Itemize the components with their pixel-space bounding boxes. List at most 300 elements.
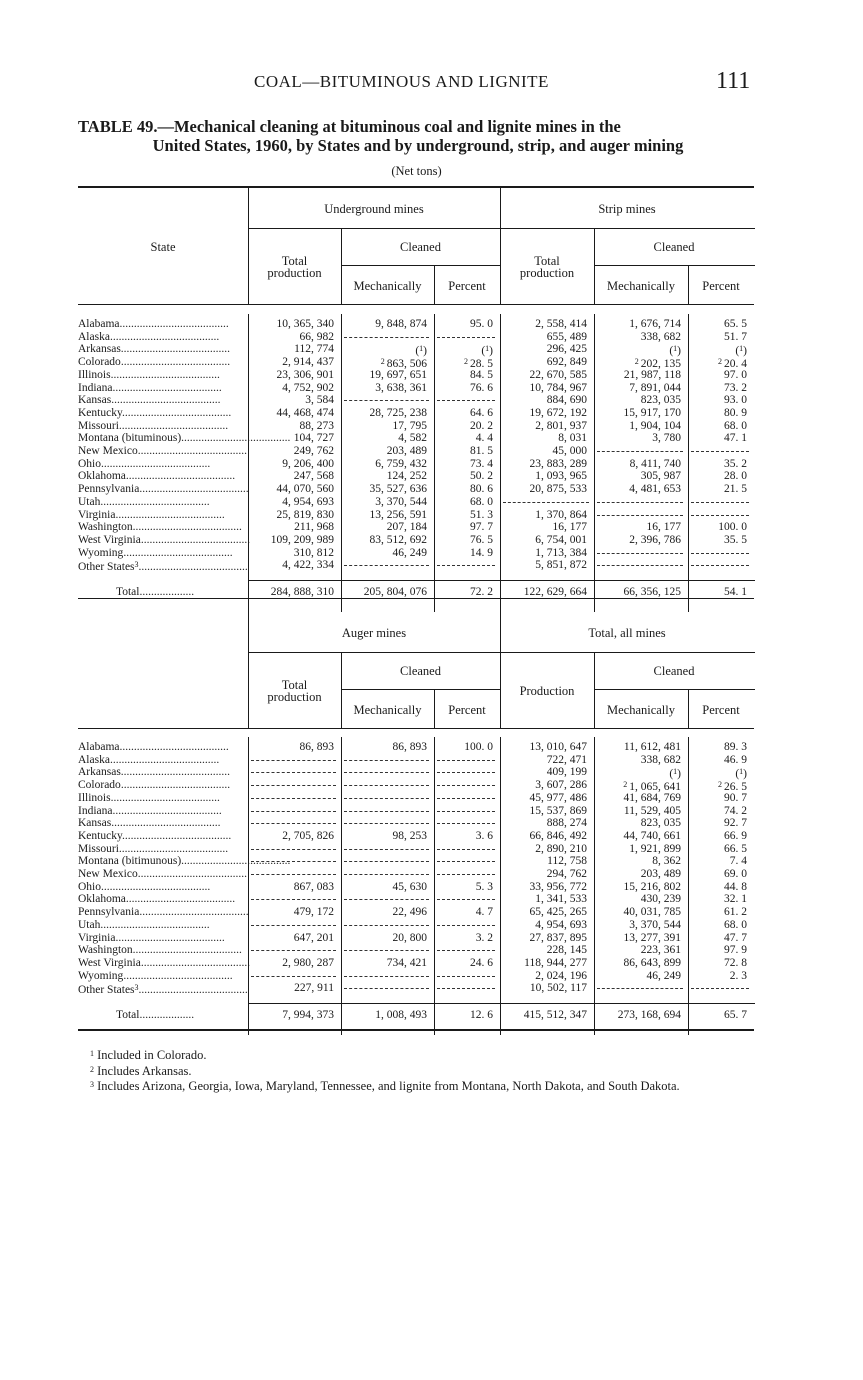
cell-all_mech: 430, 239	[640, 893, 681, 906]
state-name: Ohio......................................	[78, 880, 211, 893]
cell-ag_pct: 100. 0	[464, 741, 493, 753]
state-name: Utah......................................	[78, 918, 210, 931]
section2-cleaned-rule-a	[342, 689, 500, 690]
cell-ag_total: 86, 893	[299, 741, 334, 753]
state-label: Utah	[78, 495, 101, 508]
cell-all_prod: 45, 977, 486	[529, 791, 587, 804]
cell-all_pct: 46. 9	[724, 753, 747, 766]
cell-ug_mech: $^2$ 863, 506	[380, 357, 427, 371]
total-ug_mech: 205, 804, 076	[363, 586, 427, 598]
section1-production-label-a: production	[267, 266, 322, 280]
total-label: Total...................	[116, 586, 195, 598]
footnote-ref: 1	[485, 344, 490, 354]
cell-sp_total: 22, 670, 585	[529, 368, 587, 381]
cell-sp_mech: 3, 780	[652, 432, 681, 445]
footnote-ref: 1	[673, 767, 678, 777]
cell-ug_total: 4, 422, 334	[282, 559, 334, 572]
cell-sp_mech: 8, 411, 740	[629, 457, 681, 470]
state-name: Pennsylvania......................................	[78, 483, 249, 496]
section2-group-rule	[249, 652, 755, 653]
section2-row	[78, 957, 754, 970]
state-name: Washington......................................	[78, 944, 242, 957]
cell-ug_total: 23, 306, 901	[276, 368, 334, 381]
state-name: Kansas......................................	[78, 394, 221, 407]
cell-sp_pct: 93. 0	[724, 394, 747, 407]
section1-cleaned-rule-b	[595, 265, 755, 266]
state-label: Ohio	[78, 457, 101, 470]
cell-ug_mech: 207, 184	[386, 521, 427, 534]
cell-ug_total: 4, 954, 693	[282, 495, 334, 508]
cell-ug_mech: 6, 759, 432	[375, 457, 427, 470]
section1-row	[78, 420, 754, 433]
state-label: Indiana	[78, 381, 113, 394]
section1-group-a: Underground mines	[324, 202, 424, 216]
section2-row	[78, 855, 754, 868]
section2-production-label-b: Production	[519, 684, 575, 698]
page-number: 111	[716, 68, 751, 94]
cell-all_mech: ($^1$)	[669, 767, 681, 781]
state-label: Missouri	[78, 842, 119, 855]
cell-all_pct: 97. 9	[724, 944, 747, 957]
empty-cell	[437, 337, 495, 338]
section2-row	[78, 932, 754, 945]
cell-ug_total: 2, 914, 437	[282, 356, 334, 369]
section2-row	[78, 817, 754, 830]
cell-ug_mech: 17, 795	[392, 419, 427, 432]
unit-note: (Net tons)	[391, 164, 442, 178]
cell-ug_pct: ($^1$)	[481, 344, 493, 358]
empty-cell	[344, 988, 429, 989]
cell-sp_total: 2, 801, 937	[535, 419, 587, 432]
section1-row	[78, 369, 754, 382]
empty-cell	[437, 950, 495, 951]
empty-cell	[597, 451, 683, 452]
footnote-text: Includes Arizona, Georgia, Iowa, Maryland, Tennessee, and lignite from Montana, North Dakota, and South Dakota.	[94, 1079, 680, 1093]
cell-all_prod: 4, 954, 693	[535, 918, 587, 931]
total-label: Total...................	[116, 1009, 195, 1021]
cell-sp_mech: 4, 481, 653	[629, 483, 681, 496]
state-name: Pennsylvania......................................	[78, 906, 249, 919]
state-label: Virginia	[78, 508, 116, 521]
state-label: Pennsylvania	[78, 906, 140, 919]
state-label: Kentucky	[78, 829, 122, 842]
cell-ug_pct: 64. 6	[470, 406, 493, 419]
cell-ug_pct: 73. 4	[470, 457, 493, 470]
state-label: West Virginia	[78, 956, 141, 969]
cell-sp_pct: 51. 7	[724, 330, 747, 343]
cell-all_pct: 72. 8	[724, 956, 747, 969]
cell-all_pct: 92. 7	[724, 817, 747, 830]
cell-ug_mech: 35, 527, 636	[369, 483, 427, 496]
state-label: Alabama	[78, 741, 120, 753]
state-name: Indiana......................................	[78, 804, 222, 817]
cell-sp_mech: 338, 682	[640, 330, 681, 343]
state-label: Alaska	[78, 753, 110, 766]
section1-pct-b: Percent	[702, 279, 740, 293]
section1-mech-a: Mechanically	[353, 279, 422, 293]
section1-row	[78, 470, 754, 483]
empty-cell	[344, 874, 429, 875]
total-sp_mech: 66, 356, 125	[623, 586, 681, 598]
state-name: Washington......................................	[78, 521, 242, 534]
state-name: Virginia......................................	[78, 931, 225, 944]
state-label: Washington	[78, 944, 133, 957]
state-label: Other States	[78, 561, 135, 574]
empty-cell	[597, 988, 683, 989]
section1-group-b: Strip mines	[598, 202, 656, 216]
cell-sp_total: 1, 713, 384	[535, 546, 587, 559]
state-name: Other States$^3$......................................	[78, 560, 248, 574]
state-name: Alaska......................................	[78, 330, 220, 343]
state-label: Illinois	[78, 791, 111, 804]
cell-sp_total: 16, 177	[552, 521, 587, 534]
section2-production-label-a: production	[267, 690, 322, 704]
empty-cell	[344, 976, 429, 977]
empty-cell	[437, 925, 495, 926]
empty-cell	[437, 823, 495, 824]
total-label-text: Total	[116, 1009, 140, 1021]
cell-sp_pct: 100. 0	[718, 521, 747, 534]
state-name: Missouri......................................	[78, 419, 229, 432]
footnote-ref: 2	[380, 357, 387, 367]
cell-all_prod: 888, 274	[546, 817, 587, 830]
empty-cell	[344, 785, 429, 786]
cell-ag_pct: 3. 6	[475, 829, 493, 842]
section1-cleaned-rule-a	[342, 265, 500, 266]
cell-all_prod: 112, 758	[547, 855, 587, 868]
total-all_mech: 273, 168, 694	[617, 1009, 681, 1021]
cell-ug_pct: 51. 3	[470, 508, 493, 521]
state-name: Ohio......................................	[78, 457, 211, 470]
empty-cell	[344, 950, 429, 951]
section1-row	[78, 521, 754, 534]
cell-all_mech: 8, 362	[652, 855, 681, 868]
state-name: Kentucky......................................	[78, 829, 232, 842]
cell-sp_pct: 80. 9	[724, 406, 747, 419]
empty-cell	[437, 976, 495, 977]
state-label: Alaska	[78, 330, 110, 343]
state-name: Kentucky......................................	[78, 406, 232, 419]
cell-all_pct: 2. 3	[729, 969, 747, 982]
cell-sp_mech: ($^1$)	[669, 344, 681, 358]
empty-cell	[437, 772, 495, 773]
cell-all_pct: 69. 0	[724, 868, 747, 880]
footnote-ref: 1	[739, 344, 744, 354]
section2-row	[78, 741, 754, 754]
footnote-text: Included in Colorado.	[94, 1048, 207, 1062]
section2-pct-b: Percent	[702, 703, 740, 717]
cell-sp_mech: 2, 396, 786	[629, 533, 681, 546]
footnote-mark: 1	[90, 1049, 94, 1058]
cell-sp_mech: 7, 891, 044	[629, 381, 681, 394]
empty-cell	[251, 861, 336, 862]
cell-ug_mech: 3, 638, 361	[375, 381, 427, 394]
empty-cell	[437, 785, 495, 786]
cell-sp_total: 6, 754, 001	[535, 533, 587, 546]
empty-cell	[691, 565, 749, 566]
cell-all_mech: 223, 361	[640, 944, 681, 957]
cell-ag_total: 2, 705, 826	[282, 829, 334, 842]
state-name: Montana (bitimunous)......................................	[78, 855, 291, 868]
section1-row	[78, 331, 754, 344]
page-header	[0, 68, 863, 98]
section2-row	[78, 881, 754, 894]
state-name: Colorado......................................	[78, 779, 231, 792]
cell-all_mech: 13, 277, 391	[623, 931, 681, 944]
cell-ug_total: 3, 584	[305, 394, 334, 407]
section1-row	[78, 559, 754, 572]
empty-cell	[437, 861, 495, 862]
cell-sp_total: 8, 031	[558, 432, 587, 445]
total-sp_pct: 54. 1	[724, 586, 747, 598]
cell-ug_total: 66, 982	[299, 330, 334, 343]
empty-cell	[344, 798, 429, 799]
footnote-ref: 3	[134, 560, 139, 570]
cell-sp_pct: 97. 0	[724, 368, 747, 381]
cell-ug_pct: 76. 6	[470, 381, 493, 394]
cell-ag_mech: 86, 893	[392, 741, 427, 753]
empty-cell	[503, 502, 589, 503]
state-label: New Mexico	[78, 445, 138, 457]
cell-ag_pct: 24. 6	[470, 956, 493, 969]
cell-ug_total: 109, 209, 989	[270, 533, 334, 546]
section1-row	[78, 483, 754, 496]
section2-group-b: Total, all mines	[588, 626, 666, 640]
state-name: New Mexico......................................	[78, 445, 247, 457]
cell-ag_total: 479, 172	[293, 906, 334, 919]
cell-ag_mech: 98, 253	[392, 829, 427, 842]
state-name: Wyoming......................................	[78, 546, 233, 559]
state-label: Illinois	[78, 368, 111, 381]
state-label: Washington	[78, 521, 133, 534]
state-label: New Mexico	[78, 868, 138, 880]
cell-ug_total: 112, 774	[294, 343, 334, 356]
footnote-ref: 2	[623, 780, 630, 790]
section2-mech-b: Mechanically	[606, 703, 676, 717]
footnote	[78, 1047, 758, 1063]
cell-all_prod: 1, 341, 533	[535, 893, 587, 906]
footnote	[78, 1063, 758, 1079]
cell-ug_total: 4, 752, 902	[282, 381, 334, 394]
cell-all_mech: 11, 529, 405	[623, 804, 681, 817]
cell-sp_mech: 1, 676, 714	[629, 318, 681, 330]
cell-sp_pct: 65. 5	[724, 318, 747, 330]
cell-sp_pct: 28. 0	[724, 470, 747, 483]
cell-ug_total: 247, 568	[293, 470, 334, 483]
state-name: Colorado......................................	[78, 356, 231, 369]
total-ag_total: 7, 994, 373	[282, 1009, 334, 1021]
total-ug_total: 284, 888, 310	[270, 586, 334, 598]
cell-all_prod: 13, 010, 647	[529, 741, 587, 753]
state-label: Other States	[78, 984, 135, 997]
cell-ug_mech: 9, 848, 874	[375, 318, 427, 330]
section1-row	[78, 394, 754, 407]
cell-all_prod: 294, 762	[546, 868, 587, 880]
section1-cleaned-b: Cleaned	[653, 240, 695, 254]
empty-cell	[251, 950, 336, 951]
total-ug_pct: 72. 2	[470, 586, 493, 598]
cell-all_pct: 74. 2	[724, 804, 747, 817]
state-label: Indiana	[78, 804, 113, 817]
empty-cell	[597, 565, 683, 566]
section2-header-bottom-rule	[78, 728, 754, 729]
cell-all_pct: 61. 2	[724, 906, 747, 919]
state-label: Virginia	[78, 931, 116, 944]
total-ag_pct: 12. 6	[470, 1009, 493, 1021]
state-name: Kansas......................................	[78, 817, 221, 830]
cell-all_mech: 44, 740, 661	[623, 829, 681, 842]
state-label: Utah	[78, 918, 101, 931]
empty-cell	[437, 400, 495, 401]
section2-pct-a: Percent	[448, 703, 486, 717]
table-bottom-rule	[78, 1029, 754, 1031]
cell-ug_mech: 28, 725, 238	[369, 406, 427, 419]
cell-ag_total: 227, 911	[294, 982, 334, 995]
cell-sp_pct: ($^1$)	[735, 344, 747, 358]
footnote-ref: 1	[419, 344, 424, 354]
state-name: New Mexico......................................	[78, 868, 247, 880]
empty-cell	[251, 849, 336, 850]
section1-row	[78, 343, 754, 356]
empty-cell	[251, 899, 336, 900]
state-name: Wyoming......................................	[78, 969, 233, 982]
section2-row	[78, 919, 754, 932]
section2-mech-a: Mechanically	[353, 703, 422, 717]
footnote-ref: 2	[634, 357, 641, 367]
state-label: Wyoming	[78, 546, 124, 559]
cell-ag_total: 2, 980, 287	[282, 956, 334, 969]
section2-row	[78, 893, 754, 906]
column-rule	[500, 598, 501, 728]
data-table	[78, 186, 754, 1034]
cell-all_pct: 68. 0	[724, 918, 747, 931]
section1-header-bottom-rule	[78, 304, 754, 305]
empty-cell	[437, 565, 495, 566]
state-label: Ohio	[78, 880, 101, 893]
empty-cell	[691, 451, 749, 452]
section1-row	[78, 534, 754, 547]
section1-row	[78, 458, 754, 471]
cell-ug_pct: 84. 5	[470, 368, 493, 381]
state-label: Kansas	[78, 817, 112, 830]
empty-cell	[597, 515, 683, 516]
cell-ug_mech: 83, 512, 692	[369, 533, 427, 546]
cell-all_pct: 47. 7	[724, 931, 747, 944]
section2-total-label-a: Total	[281, 678, 308, 692]
empty-cell	[344, 849, 429, 850]
cell-all_pct: $^2$ 26. 5	[718, 780, 747, 794]
cell-sp_total: 45, 000	[552, 445, 587, 457]
state-label: Oklahoma	[78, 893, 126, 906]
section1-row	[78, 318, 754, 331]
empty-cell	[251, 811, 336, 812]
cell-ag_total: 867, 083	[293, 880, 334, 893]
empty-cell	[251, 976, 336, 977]
state-name: Alaska......................................	[78, 753, 220, 766]
section1-top-rule	[78, 186, 754, 188]
footnote-ref: 3	[134, 983, 139, 993]
empty-cell	[344, 772, 429, 773]
cell-ug_pct: 20. 2	[470, 419, 493, 432]
state-name: Arkansas......................................	[78, 766, 231, 779]
cell-ug_total: 9, 206, 400	[282, 457, 334, 470]
cell-ug_total: 25, 819, 830	[276, 508, 334, 521]
state-name: Illinois......................................	[78, 368, 220, 381]
cell-sp_mech: 15, 917, 170	[623, 406, 681, 419]
total-ag_mech: 1, 008, 493	[375, 1009, 427, 1021]
cell-ug_mech: 19, 697, 651	[369, 368, 427, 381]
cell-sp_total: 692, 849	[546, 356, 587, 369]
state-label: Pennsylvania	[78, 483, 140, 496]
cell-sp_pct: 68. 0	[724, 419, 747, 432]
cell-all_prod: 2, 024, 196	[535, 969, 587, 982]
empty-cell	[691, 553, 749, 554]
empty-cell	[344, 823, 429, 824]
empty-cell	[437, 849, 495, 850]
cell-ag_total: 647, 201	[293, 931, 334, 944]
empty-cell	[691, 515, 749, 516]
cell-sp_mech: 1, 904, 104	[629, 419, 681, 432]
empty-cell	[251, 823, 336, 824]
section1-total-rule	[249, 580, 755, 581]
cell-sp_total: 296, 425	[546, 343, 587, 356]
cell-ug_pct: $^2$ 28. 5	[464, 357, 493, 371]
section2-cleaned-b: Cleaned	[653, 664, 695, 678]
empty-cell	[437, 760, 495, 761]
cell-all_mech: 41, 684, 769	[623, 791, 681, 804]
section1-row	[78, 356, 754, 369]
cell-sp_total: 5, 851, 872	[535, 559, 587, 572]
section1-total-label-a: Total	[281, 254, 308, 268]
footnote-ref: 1	[673, 344, 678, 354]
section1-row	[78, 382, 754, 395]
cell-all_prod: 228, 145	[546, 944, 587, 957]
state-name: West Virginia......................................	[78, 956, 251, 969]
cell-sp_mech: 21, 987, 118	[623, 368, 681, 381]
cell-all_pct: 7. 4	[729, 855, 747, 868]
state-column-header: State	[150, 240, 176, 254]
empty-cell	[344, 400, 429, 401]
cell-sp_pct: 47. 1	[724, 432, 747, 445]
section2-row	[78, 982, 754, 995]
cell-all_pct: 44. 8	[724, 880, 747, 893]
cell-ug_total: 310, 812	[293, 546, 334, 559]
cell-ug_mech: 124, 252	[386, 470, 427, 483]
empty-cell	[251, 925, 336, 926]
total-all_prod: 415, 512, 347	[523, 1009, 587, 1021]
state-name: Indiana......................................	[78, 381, 222, 394]
cell-all_pct: 90. 7	[724, 791, 747, 804]
running-title: COAL—BITUMINOUS AND LIGNITE	[254, 72, 549, 91]
cell-all_mech: 46, 249	[646, 969, 681, 982]
cell-all_prod: 722, 471	[546, 753, 587, 766]
cell-ug_total: 44, 468, 474	[276, 406, 334, 419]
section2-row	[78, 970, 754, 983]
cell-ug_mech: ($^1$)	[415, 344, 427, 358]
state-name: Montana (bituminous)......................................	[78, 432, 291, 445]
section2-row	[78, 906, 754, 919]
footnote-mark: 2	[90, 1064, 94, 1074]
section1-total-label-b: Total	[534, 254, 560, 268]
footnotes	[78, 1047, 758, 1094]
section2-row	[78, 754, 754, 767]
cell-ug_total: 211, 968	[294, 521, 334, 534]
empty-cell	[251, 772, 336, 773]
section2-cleaned-rule-b	[595, 689, 755, 690]
section1-row	[78, 407, 754, 420]
empty-cell	[344, 899, 429, 900]
cell-sp_total: 1, 093, 965	[535, 470, 587, 483]
